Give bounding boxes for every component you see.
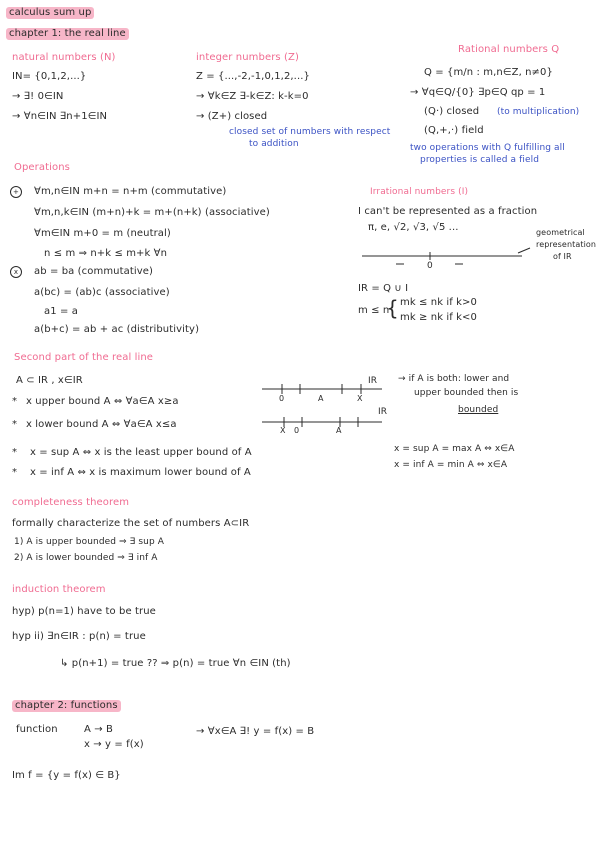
diagram2-r-label: IR	[378, 407, 388, 417]
rational-line-2: → ∀q∈Q/{0} ∃p∈Q qp = 1	[410, 87, 546, 98]
chapter-2-heading: chapter 2: functions	[12, 700, 121, 712]
function-rule: → ∀x∈A ∃! y = f(x) = B	[196, 726, 315, 737]
induction-title: induction theorem	[12, 584, 106, 595]
lower-bound-bullet: *	[12, 419, 18, 430]
integer-line-2: → ∀k∈Z ∃-k∈Z: k-k=0	[196, 91, 309, 102]
integer-numbers-title: integer numbers (Z)	[196, 52, 299, 63]
irrational-line-1: I can't be represented as a fraction	[358, 206, 538, 217]
diagram1-x: X	[357, 394, 363, 403]
bounded-note-2: upper bounded then is	[414, 388, 519, 398]
rational-closed-note: (to multiplication)	[497, 107, 580, 117]
axis-zero-label: 0	[427, 261, 433, 271]
irrational-numbers-title: Irrational numbers (I)	[370, 187, 469, 197]
page-title: calculus sum up	[6, 7, 94, 19]
order-case-1: mk ≤ nk if k>0	[400, 297, 477, 308]
chapter-1-heading: chapter 1: the real line	[6, 28, 129, 40]
rational-note-1: two operations with Q fulfilling all	[410, 143, 565, 153]
sup-definition: x = sup A ⇔ x is the least upper bound of A	[30, 447, 252, 458]
order-premise: m ≤ n	[358, 305, 390, 316]
image-definition: Im f = {y = f(x) ∈ B}	[12, 770, 121, 781]
brace: {	[386, 296, 399, 320]
order-case-2: mk ≥ nk if k<0	[400, 312, 477, 323]
geometrical-note-2: representation	[536, 240, 597, 249]
integer-line-3: → (Z+) closed	[196, 111, 268, 122]
rational-closed: (Q·) closed	[424, 106, 480, 117]
induction-hyp-1: hyp) p(n=1) have to be true	[12, 606, 156, 617]
real-union-formula: IR = Q ∪ I	[358, 283, 409, 294]
bounded-note-3: bounded	[458, 405, 499, 415]
function-mapping-1: A → B	[84, 724, 113, 735]
bounded-note-1: → if A is both: lower and	[398, 374, 510, 384]
diagram2-x: X	[280, 426, 286, 435]
rational-note-2: properties is called a field	[420, 155, 540, 165]
operations-mul-line-2: a(bc) = (ab)c (associative)	[34, 287, 170, 298]
upper-bound-bullet: *	[12, 396, 18, 407]
diagram1-r-label: IR	[368, 376, 378, 386]
diagram2-zero: 0	[294, 426, 300, 435]
function-label: function	[16, 724, 58, 735]
geometrical-note-3: of IR	[553, 252, 572, 261]
completeness-line-2: 1) A is upper bounded ⇒ ∃ sup A	[14, 537, 165, 547]
second-part-title: Second part of the real line	[14, 352, 154, 363]
operations-mul-line-3: a1 = a	[44, 306, 78, 317]
operations-add-line-1: ∀m,n∈IN m+n = n+m (commutative)	[34, 186, 227, 197]
subset-definition: A ⊂ IR , x∈IR	[16, 375, 83, 386]
lower-bound-definition: x lower bound A ⇔ ∀a∈A x≤a	[26, 419, 177, 430]
rational-field: (Q,+,·) field	[424, 125, 484, 136]
operations-mul-line-1: ab = ba (commutative)	[34, 266, 154, 277]
completeness-line-3: 2) A is lower bounded ⇒ ∃ inf A	[14, 553, 158, 563]
natural-numbers-title: natural numbers (N)	[12, 52, 116, 63]
completeness-title: completeness theorem	[12, 497, 130, 508]
operations-add-line-3: ∀m∈IN m+0 = m (neutral)	[34, 228, 171, 239]
induction-conclusion: ↳ p(n+1) = true ?? ⇒ p(n) = true ∀n ∈IN (th)	[60, 658, 291, 669]
upper-bound-definition: x upper bound A ⇔ ∀a∈A x≥a	[26, 396, 179, 407]
induction-hyp-2: hyp ii) ∃n∈IR : p(n) = true	[12, 631, 146, 642]
inf-bullet: *	[12, 467, 18, 478]
diagram2-a: A	[336, 426, 342, 435]
operations-addition-marker: +	[10, 186, 24, 198]
geometrical-note-1: geometrical	[536, 228, 585, 237]
operations-add-line-2: ∀m,n,k∈IN (m+n)+k = m+(n+k) (associative)	[34, 207, 270, 218]
operations-add-line-4: n ≤ m ⇒ n+k ≤ m+k ∀n	[44, 248, 168, 259]
function-mapping-2: x → y = f(x)	[84, 739, 144, 750]
operations-title: Operations	[14, 162, 70, 173]
diagram1-zero: 0	[279, 394, 285, 403]
completeness-line-1: formally characterize the set of numbers A⊂IR	[12, 518, 250, 529]
irrational-line-2: π, e, √2, √3, √5 ...	[368, 222, 459, 233]
diagram1-a: A	[318, 394, 324, 403]
rational-numbers-title: Rational numbers Q	[458, 44, 560, 55]
natural-line-2: → ∃! 0∈IN	[12, 91, 64, 102]
max-definition: x = sup A = max A ⇔ x∈A	[394, 444, 515, 454]
rational-line-1: Q = {m/n : m,n∈Z, n≠0}	[424, 67, 553, 78]
integer-note-2: to addition	[249, 139, 299, 149]
min-definition: x = inf A = min A ⇔ x∈A	[394, 460, 508, 470]
operations-multiplication-marker: x	[10, 266, 24, 278]
integer-line-1: Z = {...,-2,-1,0,1,2,...}	[196, 71, 310, 82]
inf-definition: x = inf A ⇔ x is maximum lower bound of A	[30, 467, 251, 478]
natural-line-3: → ∀n∈IN ∃n+1∈IN	[12, 111, 108, 122]
integer-note-1: closed set of numbers with respect	[229, 127, 391, 137]
operations-mul-line-4: a(b+c) = ab + ac (distributivity)	[34, 324, 200, 335]
sup-bullet: *	[12, 447, 18, 458]
natural-line-1: IN= {0,1,2,...}	[12, 71, 87, 82]
